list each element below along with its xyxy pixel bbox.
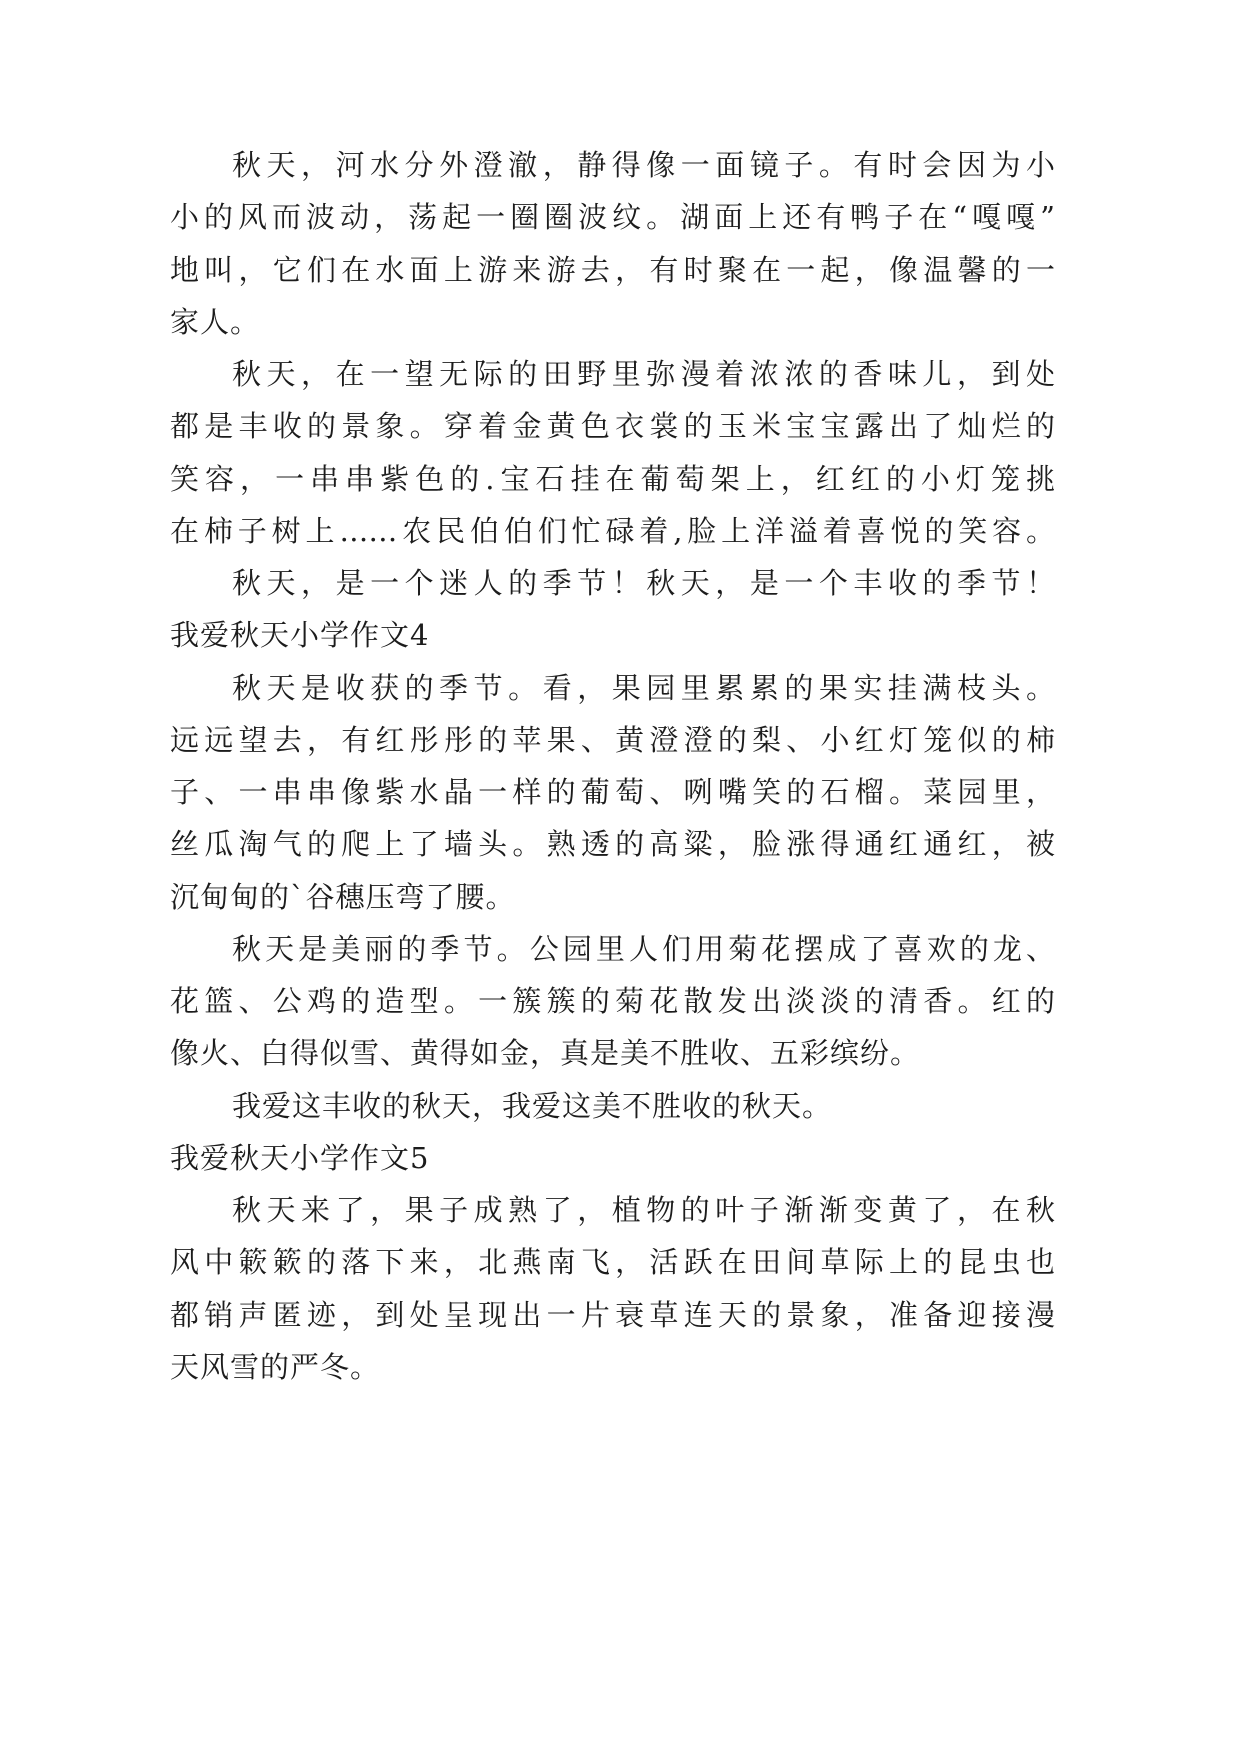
paragraph-line: 都销声匿迹，到处呈现出一片衰草连天的景象，准备迎接漫 bbox=[170, 1297, 1055, 1332]
paragraph-line: 秋天，在一望无际的田野里弥漫着浓浓的香味儿，到处 bbox=[232, 357, 1055, 391]
paragraph bbox=[170, 139, 1055, 348]
paragraph bbox=[170, 557, 1055, 609]
paragraph bbox=[170, 1080, 1055, 1132]
paragraph-line: 在柿子树上……农民伯伯们忙碌着,脸上洋溢着喜悦的笑容。 bbox=[170, 513, 1055, 548]
paragraph-line: 天风雪的严冬。 bbox=[170, 1349, 381, 1384]
paragraph-line: 我爱这丰收的秋天，我爱这美不胜收的秋天。 bbox=[232, 1088, 833, 1123]
document-body bbox=[170, 139, 1055, 1393]
paragraph bbox=[170, 1184, 1055, 1393]
paragraph-line: 秋天，是一个迷人的季节！秋天，是一个丰收的季节！ bbox=[232, 566, 1055, 600]
paragraph-line: 秋天来了，果子成熟了，植物的叶子渐渐变黄了，在秋 bbox=[232, 1193, 1055, 1227]
paragraph-line: 秋天是美丽的季节。公园里人们用菊花摆成了喜欢的龙、 bbox=[232, 931, 1055, 966]
paragraph-line: 都是丰收的景象。穿着金黄色衣裳的玉米宝宝露出了灿烂的 bbox=[170, 409, 1055, 444]
section-heading: 我爱秋天小学作文5 bbox=[170, 1140, 430, 1175]
section-heading: 我爱秋天小学作文4 bbox=[170, 618, 430, 653]
paragraph bbox=[170, 923, 1055, 1080]
paragraph-line: 家人。 bbox=[170, 304, 261, 339]
paragraph-line: 远远望去，有红彤彤的苹果、黄澄澄的梨、小红灯笼似的柿 bbox=[170, 722, 1055, 757]
paragraph-line: 秋天是收获的季节。看，果园里累累的果实挂满枝头。 bbox=[232, 670, 1055, 705]
paragraph bbox=[170, 348, 1055, 557]
paragraph-line: 秋天，河水分外澄澈，静得像一面镜子。有时会因为小 bbox=[232, 148, 1055, 182]
paragraph-line: 花篮、公鸡的造型。一簇簇的菊花散发出淡淡的清香。红的 bbox=[170, 984, 1055, 1018]
paragraph-line: 笑容，一串串紫色的.宝石挂在葡萄架上，红红的小灯笼挑 bbox=[170, 461, 1055, 496]
paragraph-line: 小的风而波动，荡起一圈圈波纹。湖面上还有鸭子在“嘎嘎” bbox=[170, 200, 1055, 235]
paragraph-line: 子、一串串像紫水晶一样的葡萄、咧嘴笑的石榴。菜园里， bbox=[170, 775, 1055, 809]
paragraph-line: 沉甸甸的`谷穗压弯了腰。 bbox=[170, 879, 516, 914]
paragraph-line: 地叫，它们在水面上游来游去，有时聚在一起，像温馨的一 bbox=[170, 252, 1055, 287]
paragraph bbox=[170, 662, 1055, 923]
paragraph-line: 风中簌簌的落下来，北燕南飞，活跃在田间草际上的昆虫也 bbox=[170, 1245, 1055, 1280]
paragraph-line: 像火、白得似雪、黄得如金，真是美不胜收、五彩缤纷。 bbox=[170, 1036, 921, 1071]
paragraph-line: 丝瓜淘气的爬上了墙头。熟透的高粱，脸涨得通红通红，被 bbox=[170, 827, 1055, 862]
